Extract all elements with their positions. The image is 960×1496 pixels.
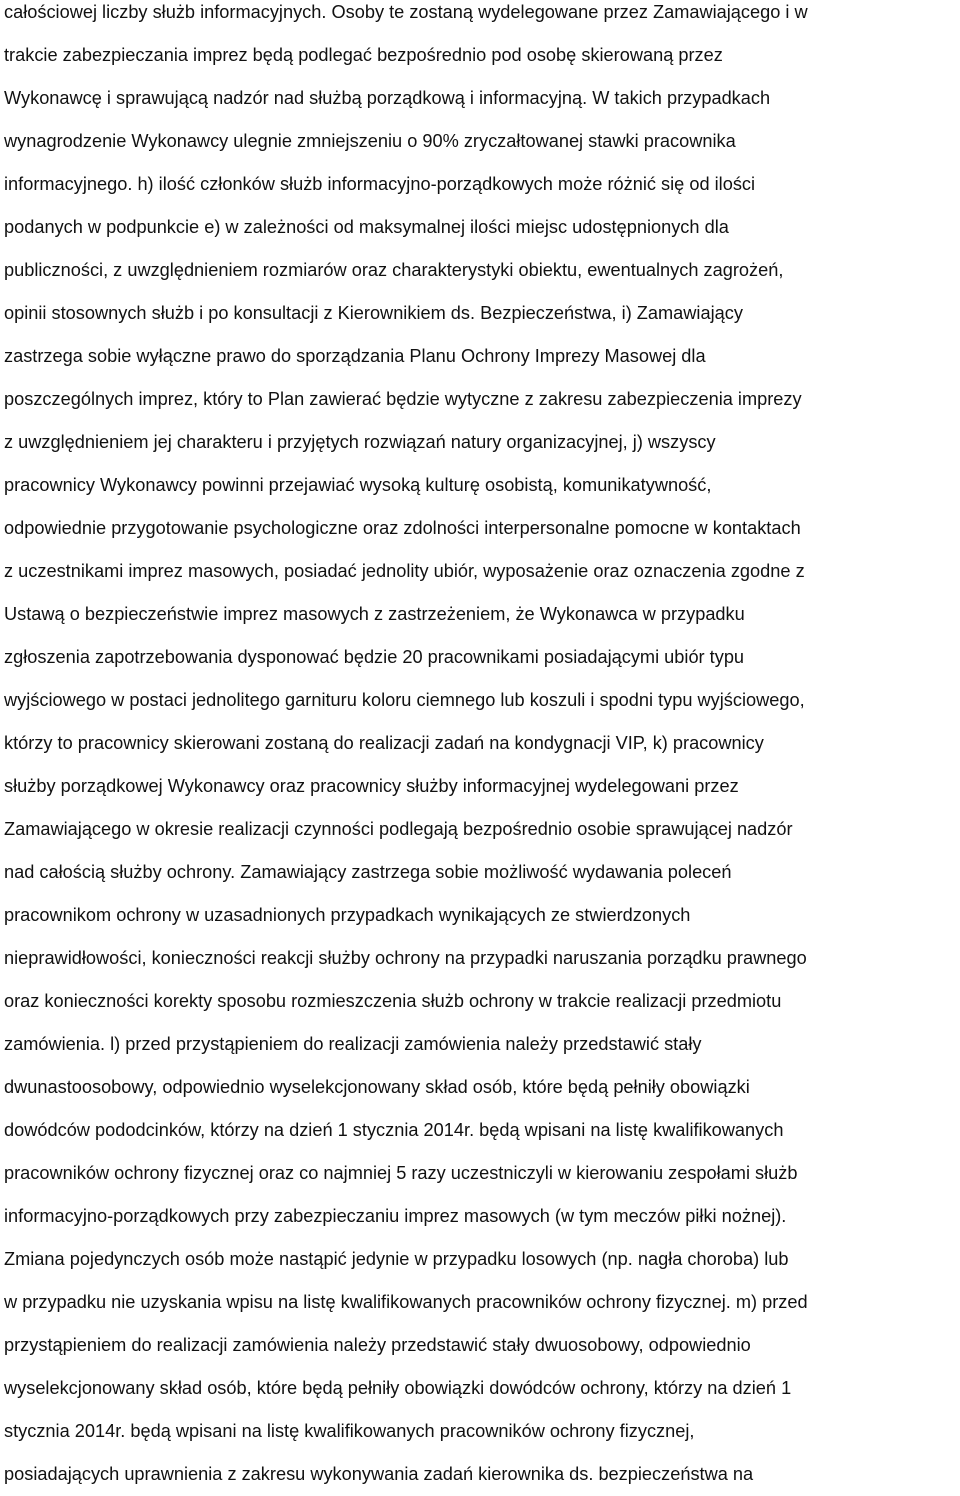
text-line: Zamawiającego w okresie realizacji czynności podlegają bezpośrednio osobie sprawującej nadzór: [4, 819, 793, 839]
text-line: służby porządkowej Wykonawcy oraz pracownicy służby informacyjnej wydelegowani przez: [4, 776, 739, 796]
text-line: z uwzględnieniem jej charakteru i przyjętych rozwiązań natury organizacyjnej, j) wszyscy: [4, 432, 716, 452]
text-line: zamówienia. l) przed przystąpieniem do realizacji zamówienia należy przedstawić stały: [4, 1034, 702, 1054]
text-line: nieprawidłowości, konieczności reakcji służby ochrony na przypadki naruszania porządku prawnego: [4, 948, 807, 968]
text-line: posiadających uprawnienia z zakresu wykonywania zadań kierownika ds. bezpieczeństwa na: [4, 1464, 754, 1484]
text-line: nad całością służby ochrony. Zamawiający zastrzega sobie możliwość wydawania poleceń: [4, 862, 732, 882]
text-line: informacyjno-porządkowych przy zabezpieczaniu imprez masowych (w tym meczów piłki nożnej).: [4, 1206, 787, 1226]
text-line: Ustawą o bezpieczeństwie imprez masowych z zastrzeżeniem, że Wykonawca w przypadku: [4, 604, 745, 624]
text-line: wyselekcjonowany skład osób, które będą pełniły obowiązki dowódców ochrony, którzy na dzień 1: [4, 1378, 792, 1398]
text-line: wynagrodzenie Wykonawcy ulegnie zmniejszeniu o 90% zryczałtowanej stawki pracownika: [4, 131, 736, 151]
text-line: Zmiana pojedynczych osób może nastąpić jedynie w przypadku losowych (np. nagła choroba) lub: [4, 1249, 789, 1269]
text-line: dwunastoosobowy, odpowiednio wyselekcjonowany skład osób, które będą pełniły obowiązki: [4, 1077, 750, 1097]
text-line: z uczestnikami imprez masowych, posiadać jednolity ubiór, wyposażenie oraz oznaczenia zgodne z: [4, 561, 805, 581]
text-line: przystąpieniem do realizacji zamówienia należy przedstawić stały dwuosobowy, odpowiednio: [4, 1335, 751, 1355]
text-line: Wykonawcę i sprawującą nadzór nad służbą porządkową i informacyjną. W takich przypadkach: [4, 88, 771, 108]
text-line: zastrzega sobie wyłączne prawo do sporządzania Planu Ochrony Imprezy Masowej dla: [4, 346, 706, 366]
text-line: zgłoszenia zapotrzebowania dysponować będzie 20 pracownikami posiadającymi ubiór typu: [4, 647, 745, 667]
text-line: podanych w podpunkcie e) w zależności od maksymalnej ilości miejsc udostępnionych dla: [4, 217, 729, 237]
text-line: pracowników ochrony fizycznej oraz co najmniej 5 razy uczestniczyli w kierowaniu zespołami służb: [4, 1163, 798, 1183]
text-line: dowódców pododcinków, którzy na dzień 1 stycznia 2014r. będą wpisani na listę kwalifikowanych: [4, 1120, 784, 1140]
text-line: w przypadku nie uzyskania wpisu na listę kwalifikowanych pracowników ochrony fizycznej. m) przed: [4, 1292, 808, 1312]
text-line: informacyjnego. h) ilość członków służb informacyjno-porządkowych może różnić się od ilości: [4, 174, 756, 194]
text-line: stycznia 2014r. będą wpisani na listę kwalifikowanych pracowników ochrony fizycznej,: [4, 1421, 695, 1441]
text-line: opinii stosownych służb i po konsultacji z Kierownikiem ds. Bezpieczeństwa, i) Zamawiający: [4, 303, 743, 323]
text-line: którzy to pracownicy skierowani zostaną do realizacji zadań na kondygnacji VIP, k) pracownicy: [4, 733, 764, 753]
text-line: publiczności, z uwzględnieniem rozmiarów oraz charakterystyki obiektu, ewentualnych zagrożeń,: [4, 260, 784, 280]
text-line: trakcie zabezpieczania imprez będą podlegać bezpośrednio pod osobę skierowaną przez: [4, 45, 723, 65]
text-line: wyjściowego w postaci jednolitego garnituru koloru ciemnego lub koszuli i spodni typu wyjściowego,: [4, 690, 805, 710]
text-line: pracownikom ochrony w uzasadnionych przypadkach wynikających ze stwierdzonych: [4, 905, 691, 925]
text-line: oraz konieczności korekty sposobu rozmieszczenia służb ochrony w trakcie realizacji przedmiotu: [4, 991, 782, 1011]
text-line: odpowiednie przygotowanie psychologiczne oraz zdolności interpersonalne pomocne w kontaktach: [4, 518, 801, 538]
text-line: całościowej liczby służb informacyjnych. Osoby te zostaną wydelegowane przez Zamawiającego i w: [4, 2, 808, 22]
text-line: poszczególnych imprez, który to Plan zawierać będzie wytyczne z zakresu zabezpieczenia imprezy: [4, 389, 802, 409]
text-line: pracownicy Wykonawcy powinni przejawiać wysoką kulturę osobistą, komunikatywność,: [4, 475, 712, 495]
